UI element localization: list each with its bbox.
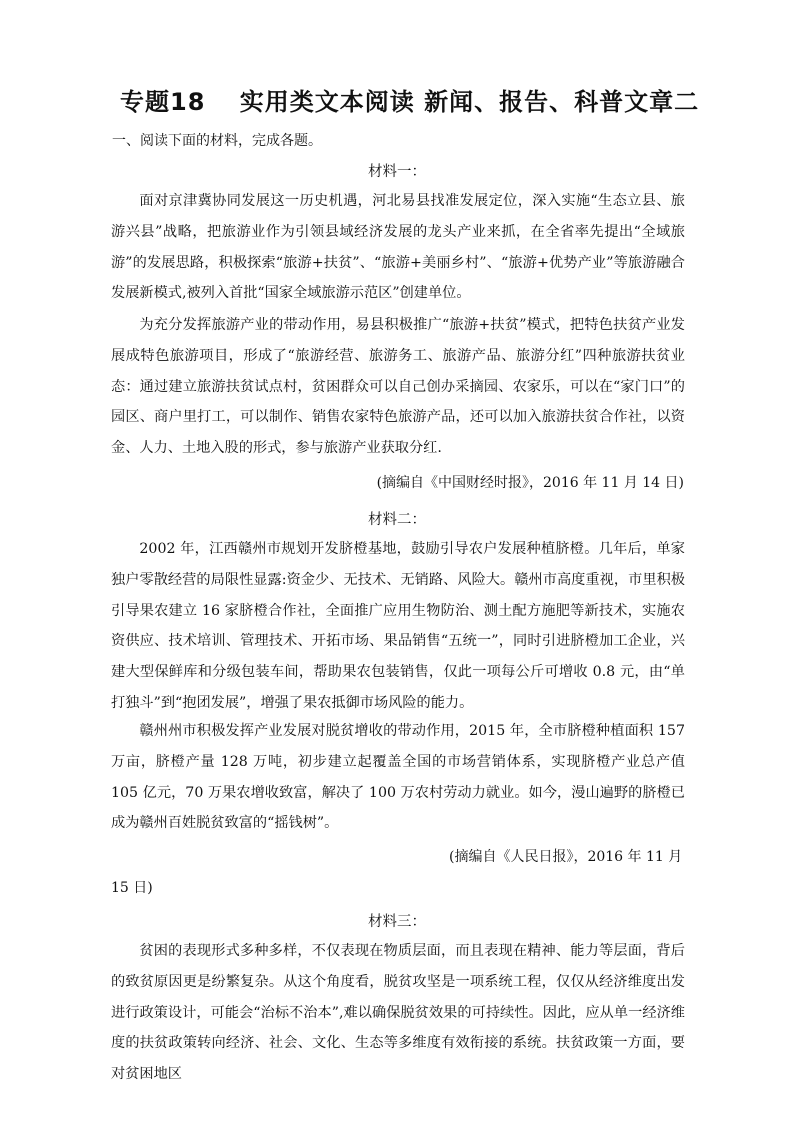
material3-paragraph: 贫困的表现形式多种多样，不仅表现在物质层面，而且表现在精神、能力等层面，背后的致贫原因更是纷繁复杂。从这个角度看，脱贫攻坚是一项系统工程，仅仅从经济维度出发进行政策设计，可能会“治标不治本”,难以确保脱贫效果的可持续性。因此，应从单一经济维度的扶贫政策转向经济、社会、文化、生态等多维度有效衔接的系统。扶贫政策一方面，要对贫困地区 (111, 943, 685, 1083)
question-instruction: 一、阅读下面的材料，完成各题。 (112, 133, 322, 149)
document-title: 专题18 实用类文本阅读 新闻、报告、科普文章二 (120, 88, 700, 116)
material1-source: (摘编自《中国财经时报》，2016 年 11 月 14 日) (376, 475, 684, 491)
material2-source: (摘编自《人民日报》，2016 年 11 月 15 日) (111, 849, 683, 896)
material2-paragraph: 2002 年，江西赣州市规划开发脐橙基地，鼓励引导农户发展种植脐橙。几年后，单家独户零散经营的局限性显露:资金少、无技术、无销路、风险大。赣州市高度重视，市里积极引导果农建立 16 家脐橙合作社，全面推广应用生物防治、测土配方施肥等新技术，实施农资供应、技术培训、管理技术、开拓市场、果品销售“五统一”，同时引进脐橙加工企业，兴建大型保鲜库和分级包装车间，帮助果农包装销售，仅此一项每公斤可增收 0.8 元，由“单打独斗”到“抱团发展”，增强了果农抵御市场风险的能力。 (111, 541, 685, 711)
material2-heading: 材料二： (368, 512, 426, 528)
material3-heading: 材料三： (368, 914, 426, 930)
material1-paragraph: 面对京津冀协同发展这一历史机遇，河北易县找准发展定位，深入实施“生态立县、旅游兴县”战略，把旅游业作为引领县域经济发展的龙头产业来抓，在全省率先提出“全域旅游”的发展思路，积极探索“旅游+扶贫”、“旅游+美丽乡村”、“旅游+优势产业”等旅游融合发展新模式,被列入首批“国家全域旅游示范区”创建单位。 (111, 193, 685, 302)
material2-paragraph: 赣州州市积极发挥产业发展对脱贫增收的带动作用，2015 年，全市脐橙种植面积 157 万亩，脐橙产量 128 万吨，初步建立起覆盖全国的市场营销体系，实现脐橙产业总产值 105 亿元，70 万果农增收致富，解决了 100 万农村劳动力就业。如今，漫山遍野的脐橙已成为赣州百姓脱贫致富的“摇钱树”。 (111, 723, 685, 832)
material1-heading: 材料一： (368, 164, 426, 180)
material1-paragraph: 为充分发挥旅游产业的带动作用，易县积极推广“旅游+扶贫”模式，把特色扶贫产业发展成特色旅游项目，形成了“旅游经营、旅游务工、旅游产品、旅游分红”四种旅游扶贫业态：通过建立旅游扶贫试点村，贫困群众可以自己创办采摘园、农家乐，可以在“家门口”的园区、商户里打工，可以制作、销售农家特色旅游产品，还可以加入旅游扶贫合作社，以资金、人力、土地入股的形式，参与旅游产业获取分红. (111, 317, 685, 457)
